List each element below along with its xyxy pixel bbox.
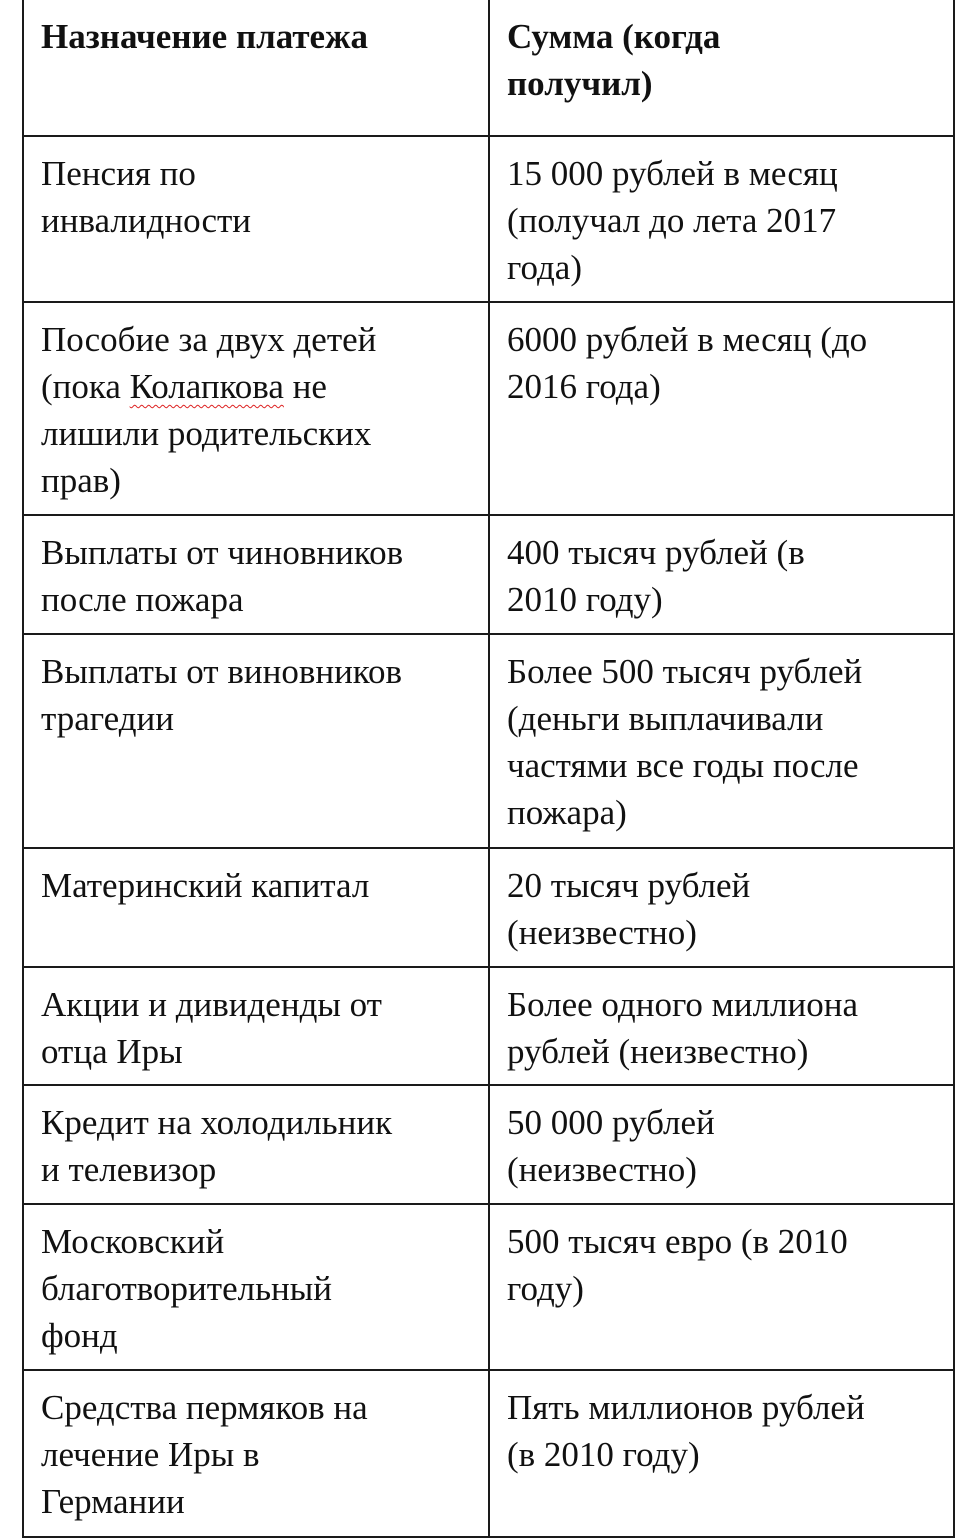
header-amount-text: Сумма (когда получил) <box>507 17 721 103</box>
amount-cell <box>489 634 954 848</box>
amount-cell <box>489 1370 954 1537</box>
amount-text: 500 тысяч евро (в 2010 году) <box>507 1222 848 1308</box>
table-row <box>23 1085 954 1204</box>
table-row <box>23 967 954 1085</box>
purpose-text: Средства пермяков на лечение Иры в Германии <box>41 1388 368 1521</box>
header-purpose-text: Назначение платежа <box>41 17 368 56</box>
amount-cell <box>489 1085 954 1204</box>
amount-cell <box>489 136 954 302</box>
purpose-cell <box>23 1204 489 1370</box>
spellcheck-word: Колапкова <box>129 367 284 406</box>
purpose-cell <box>23 302 489 515</box>
purpose-text: Кредит на холодильник и телевизор <box>41 1103 393 1189</box>
amount-text: 6000 рублей в месяц (до 2016 года) <box>507 320 868 406</box>
purpose-text: Пенсия по инвалидности <box>41 154 252 240</box>
header-purpose <box>23 0 489 136</box>
table-row <box>23 848 954 967</box>
amount-text: Пять миллионов рублей (в 2010 году) <box>507 1388 865 1474</box>
purpose-text-before: Пособие за двух детей (пока <box>41 320 377 406</box>
purpose-cell <box>23 515 489 634</box>
table-row <box>23 302 954 515</box>
amount-cell <box>489 515 954 634</box>
table-row <box>23 1204 954 1370</box>
amount-text: 20 тысяч рублей (неизвестно) <box>507 866 751 952</box>
amount-cell <box>489 967 954 1085</box>
table-row <box>23 634 954 848</box>
purpose-cell <box>23 967 489 1085</box>
amount-text: Более одного миллиона рублей (неизвестно) <box>507 985 858 1071</box>
table-row <box>23 1370 954 1537</box>
amount-text: Более 500 тысяч рублей (деньги выплачивали частями все годы после пожара) <box>507 652 863 832</box>
amount-text: 50 000 рублей (неизвестно) <box>507 1103 715 1189</box>
amount-text: 400 тысяч рублей (в 2010 году) <box>507 533 805 619</box>
purpose-cell <box>23 1085 489 1204</box>
purpose-cell <box>23 848 489 967</box>
purpose-text: Выплаты от виновников трагедии <box>41 652 403 738</box>
purpose-cell <box>23 1370 489 1537</box>
purpose-text: Выплаты от чиновников после пожара <box>41 533 404 619</box>
table-header-row <box>23 0 954 136</box>
amount-text: 15 000 рублей в месяц (получал до лета 2017 года) <box>507 154 838 287</box>
amount-cell <box>489 1204 954 1370</box>
purpose-text-after: не лишили родительских прав) <box>41 367 372 500</box>
table-row <box>23 136 954 302</box>
purpose-cell <box>23 136 489 302</box>
purpose-cell <box>23 634 489 848</box>
amount-cell <box>489 302 954 515</box>
purpose-text <box>41 320 376 500</box>
purpose-text: Московский благотворительный фонд <box>41 1222 333 1355</box>
payments-table <box>22 0 955 1538</box>
purpose-text: Материнский капитал <box>41 866 370 905</box>
purpose-text: Акции и дивиденды от отца Иры <box>41 985 382 1071</box>
header-amount <box>489 0 954 136</box>
amount-cell <box>489 848 954 967</box>
table-row <box>23 515 954 634</box>
